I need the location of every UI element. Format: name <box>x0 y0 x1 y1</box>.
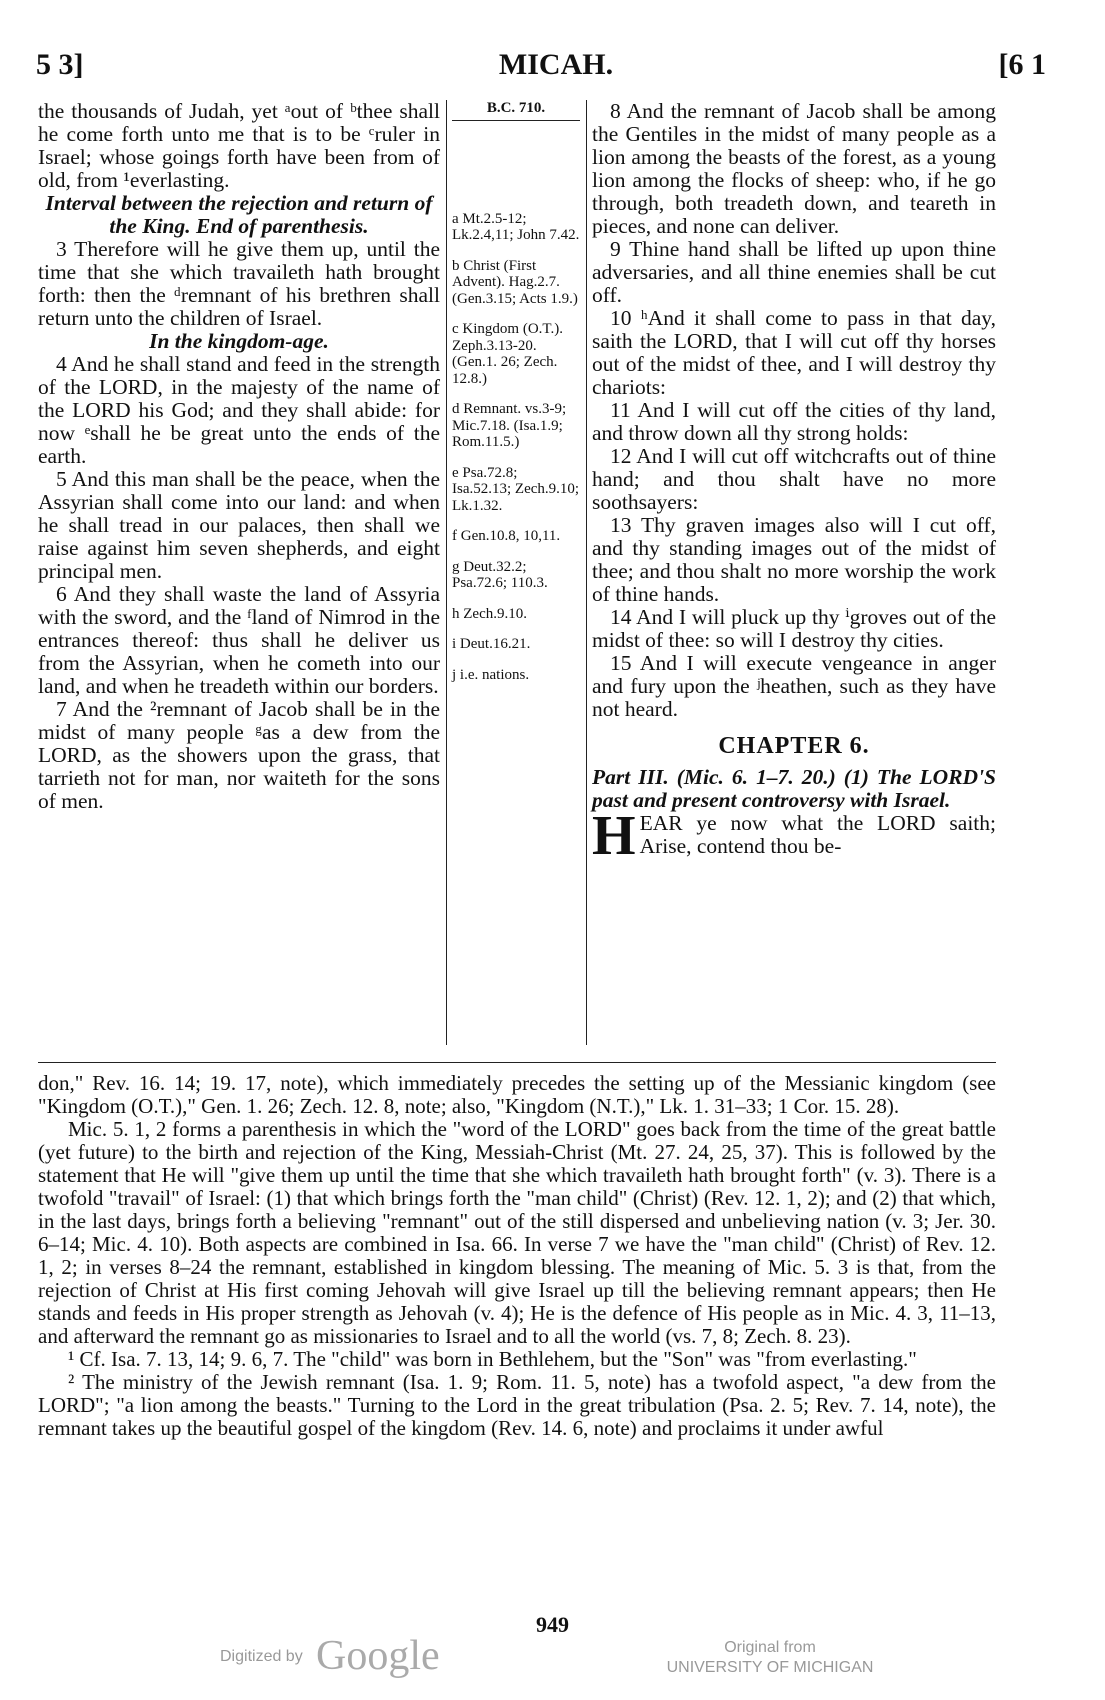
google-watermark: Google <box>316 1633 440 1679</box>
part-heading: Part III. (Mic. 6. 1–7. 20.) (1) The LORD'S past and present controversy with Israel. <box>592 765 996 812</box>
right-text-column <box>592 99 996 867</box>
column-divider-right <box>586 100 587 1045</box>
footnote-2: ² The ministry of the Jewish remnant (Isa. 1. 9; Rom. 11. 5, note) has a twofold aspect, "a dew from the LORD"; "a lion among the beasts." Turning to the Lord in the great tribulation (Psa. 2. 5; Rev. 7. 14, note), the remnant takes up the beautiful gospel of the kingdom (Rev. 14. 6, note) and proclaims it under awful <box>38 1370 996 1440</box>
margin-references <box>452 100 580 697</box>
verse-6: 6 And they shall waste the land of Assyria with the sword, and the ᶠland of Nimrod in the entrances thereof: thus shall he deliver us from the Assyrian, when he cometh into our land, and when he treadeth within our borders. <box>38 582 440 698</box>
verse-15: 15 And I will execute vengeance in anger and fury upon the ʲheathen, such as they have not heard. <box>592 651 996 721</box>
verse-11: 11 And I will cut off the cities of thy land, and throw down all thy strong holds: <box>592 398 996 445</box>
verse-3: 3 Therefore will he give them up, until the time that she which travaileth hath brought forth: then the ᵈremnant of his brethren shall return unto the children of Israel. <box>38 237 440 330</box>
section-heading-kingdom-age: In the kingdom-age. <box>149 329 329 353</box>
header-right: [6 1 <box>998 48 1046 81</box>
university-line: UNIVERSITY OF MICHIGAN <box>666 1659 874 1676</box>
footnotes <box>38 1072 996 1440</box>
digitized-by-label: Digitized by <box>220 1648 303 1665</box>
header-book-title: MICAH. <box>498 48 614 81</box>
verse-10: 10 ʰAnd it shall come to pass in that day, saith the LORD, that I will cut off thy horses out of the midst of thee, and I will destroy thy chariots: <box>592 306 996 399</box>
column-divider-left <box>446 100 447 1045</box>
date-bc: B.C. 710. <box>452 100 580 121</box>
running-header <box>36 48 1076 88</box>
verse-1-text: EAR ye now what the LORD saith; Arise, contend thou be- <box>639 811 996 858</box>
header-left: 5 3] <box>36 48 84 81</box>
reference-j: j i.e. nations. <box>452 666 530 683</box>
reference-f: f Gen.10.8, 10,11. <box>452 528 561 544</box>
reference-g: g Deut.32.2; Psa.72.6; 110.3. <box>452 558 548 591</box>
reference-i: i Deut.16.21. <box>452 636 531 652</box>
reference-d: d Remnant. vs.3-9; Mic.7.18. (Isa.1.9; Rom.11.5.) <box>452 401 567 450</box>
original-from-line: Original from <box>724 1639 816 1656</box>
reference-c: c Kingdom (O.T.). Zeph.3.13-20. (Gen.1. 26; Zech. 12.8.) <box>452 321 563 387</box>
reference-h: h Zech.9.10. <box>452 605 527 622</box>
reference-a: a Mt.2.5-12; Lk.2.4,11; John 7.42. <box>452 210 580 243</box>
reference-e: e Psa.72.8; Isa.52.13; Zech.9.10; Lk.1.32. <box>452 464 580 514</box>
verse-14: 14 And I will pluck up thy ⁱgroves out of the midst of thee: so will I destroy thy cities. <box>592 605 996 652</box>
verse-4: 4 And he shall stand and feed in the strength of the LORD, in the majesty of the name of the LORD his God; and they shall abide: for now ᵉshall he be great unto the ends of the earth. <box>38 352 440 468</box>
verse-8: 8 And the remnant of Jacob shall be among the Gentiles in the midst of many people as a lion among the beasts of the forest, as a young lion among the flocks of sheep: who, if he go through, both treadeth down, and teareth in pieces, and none can deliver. <box>592 99 996 238</box>
reference-b: b Christ (First Advent). Hag.2.7. (Gen.3.15; Acts 1.9.) <box>452 257 578 307</box>
footnote-continuation: don," Rev. 16. 14; 19. 17, note), which immediately precedes the setting up of the Messianic kingdom (see "Kingdom (O.T.)," Gen. 1. 26; Zech. 12. 8, note; also, "Kingdom (N.T.)," Lk. 1. 31–33; 1 Cor. 15. 28). <box>38 1071 996 1118</box>
page-number: 949 <box>536 1612 569 1637</box>
footnote-parenthesis: Mic. 5. 1, 2 forms a parenthesis in which the "word of the LORD" goes back from the time of the great battle (yet future) to the birth and rejection of the King, Messiah-Christ (Mt. 27. 24, 25, 37). This is followed by the statement that He will "give them up until the time that she which travaileth hath brought forth" (v. 3). There is a twofold "travail" of Israel: (1) that which brings forth the "man child" (Christ) (Rev. 12. 1, 2); and (2) that which, in the last days, brings forth a believing "remnant" out of the still dispersed and unbelieving nation (v. 3; Jer. 30. 6–14; Mic. 4. 10). Both aspects are combined in Isa. 66. In verse 7 we have the "man child" (Christ) of Rev. 12. 1, 2; in verses 8–24 the remnant, established in kingdom blessing. The meaning of Mic. 5. 3 is that, from the rejection of Christ at His first coming Jehovah will give Israel up till the believing remnant appears; then He stands and feeds in His proper strength as Jehovah (v. 4); He is the defence of His people as in Mic. 4. 3, 11–13, and afterward the remnant go as missionaries to Israel and to all the world (vs. 7, 8; Zech. 8. 23). <box>38 1117 996 1348</box>
verse-7: 7 And the ²remnant of Jacob shall be in the midst of many people ᵍas a dew from the LORD, as the showers upon the grass, that tarrieth not for man, nor waiteth for the sons of men. <box>38 697 440 813</box>
verse-2-continuation: the thousands of Judah, yet ᵃout of ᵇthee shall he come forth unto me that is to be ᶜruler in Israel; whose goings forth have been from of old, from ¹everlasting. <box>38 99 440 192</box>
chapter-heading: CHAPTER 6. <box>718 733 870 759</box>
left-text-column <box>38 100 440 813</box>
drop-cap: H <box>592 805 636 867</box>
footnote-divider <box>38 1062 996 1063</box>
verse-9: 9 Thine hand shall be lifted up upon thine adversaries, and all thine enemies shall be cut off. <box>592 237 996 307</box>
chapter-6-verse-1 <box>592 805 996 867</box>
verse-13: 13 Thy graven images also will I cut off, and thy standing images out of the midst of thee; and thou shalt no more worship the work of thine hands. <box>592 513 996 606</box>
section-heading-interval: Interval between the rejection and return of the King. End of parenthesis. <box>45 191 433 238</box>
verse-12: 12 And I will cut off witchcrafts out of thine hand; and thou shalt have no more soothsayers: <box>592 444 996 514</box>
original-source-label <box>640 1638 900 1678</box>
verse-5: 5 And this man shall be the peace, when the Assyrian shall come into our land: and when he shall tread in our palaces, then shall we raise against him seven shepherds, and eight principal men. <box>38 467 440 583</box>
footnote-1: ¹ Cf. Isa. 7. 13, 14; 9. 6, 7. The "child" was born in Bethlehem, but the "Son" was "from everlasting." <box>68 1347 917 1371</box>
